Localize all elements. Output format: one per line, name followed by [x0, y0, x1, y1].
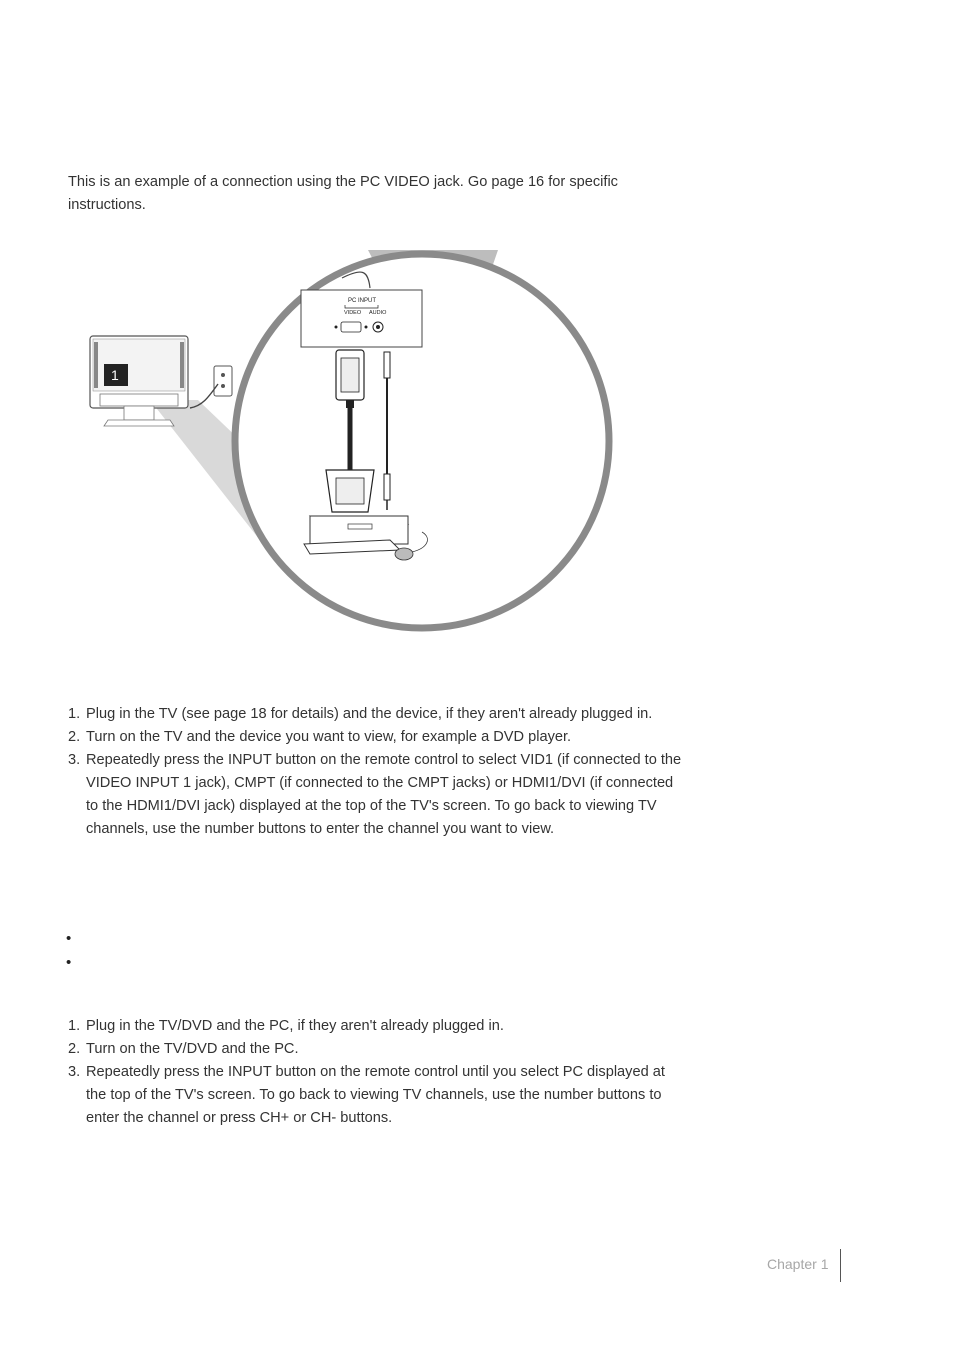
pc-input-panel: [301, 290, 422, 347]
connection-steps: [68, 703, 688, 841]
footer-divider: [840, 1249, 841, 1282]
list-item: 1. Plug in the TV (see page 18 for details) and the device, if they aren't already plugged in.: [68, 706, 653, 722]
svg-text:PC INPUT: PC INPUT: [348, 298, 377, 304]
chapter-label: Chapter 1: [767, 1256, 829, 1272]
vga-port-icon: [341, 322, 361, 332]
wall-outlet-icon: [214, 366, 232, 396]
pc-steps: [68, 1015, 688, 1130]
svg-text:AUDIO: AUDIO: [369, 310, 387, 316]
svg-text:1: 1: [111, 367, 119, 383]
list-item: 2. Turn on the TV/DVD and the PC.: [68, 1041, 299, 1057]
list-item: 1. Plug in the TV/DVD and the PC, if they aren't already plugged in.: [68, 1018, 504, 1034]
bullet-list: [66, 927, 71, 975]
list-item: [66, 927, 71, 951]
mouse-icon: [395, 548, 413, 560]
list-item: [66, 951, 71, 975]
pc-connection-diagram: [78, 248, 638, 638]
list-item: 3. Repeatedly press the INPUT button on the remote control to select VID1 (if connected to the VIDEO INPUT 1 jack), CMPT (if connected to the CMPT jacks) or HDMI1/DVI (if connected to the HDMI1/DVI jack) displayed at the top of the TV's screen. To go back to viewing TV channels, use the number buttons to enter the channel you want to view.: [68, 752, 682, 837]
list-item: 3. Repeatedly press the INPUT button on the remote control until you select PC displayed at the top of the TV's screen. To go back to viewing TV channels, use the number buttons to enter the channel or press CH+ or CH- buttons.: [68, 1064, 665, 1126]
intro-paragraph: This is an example of a connection using the PC VIDEO jack. Go page 16 for specific instructions.: [68, 174, 618, 213]
svg-text:VIDEO: VIDEO: [344, 310, 362, 316]
list-item: 2. Turn on the TV and the device you want to view, for example a DVD player.: [68, 729, 572, 745]
